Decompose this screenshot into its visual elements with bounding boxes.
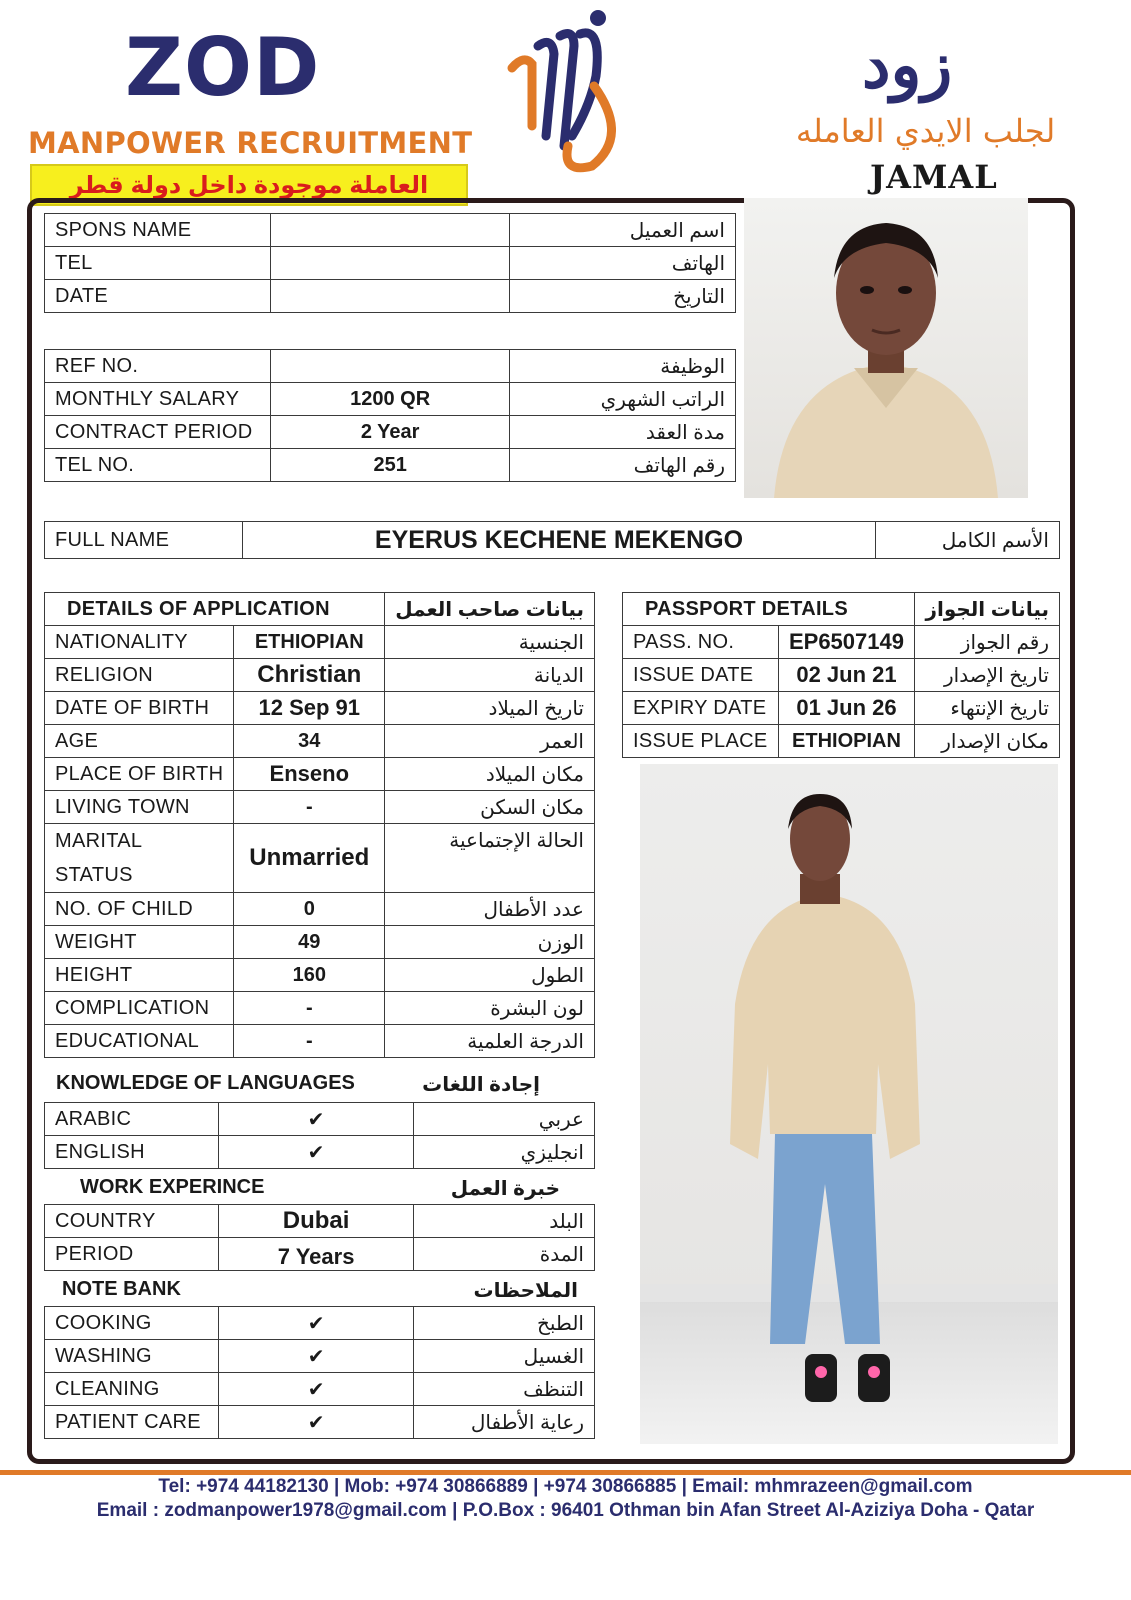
full-name-value: EYERUS KECHENE MEKENGO [242, 522, 875, 559]
place-of-birth-value: Enseno [234, 758, 385, 791]
arabic-label-ar: عربي [414, 1103, 595, 1136]
table-row [45, 626, 595, 659]
table-row [45, 383, 736, 416]
expiry-date-label: EXPIRY DATE [623, 692, 779, 725]
table-row [45, 758, 595, 791]
salary-value: 1200 QR [270, 383, 509, 416]
cooking-label: COOKING [45, 1307, 219, 1340]
religion-label: RELIGION [45, 659, 234, 692]
patient-care-label-ar: رعاية الأطفال [414, 1406, 595, 1439]
full-name-table [44, 521, 1060, 559]
work-table [44, 1204, 595, 1271]
weight-label: WEIGHT [45, 926, 234, 959]
languages-title-ar: إجادة اللغات [422, 1074, 540, 1096]
ref-no-label-ar: الوظيفة [510, 350, 736, 383]
notes-table [44, 1306, 595, 1439]
marital-status-label-ar: الحالة الإجتماعية [385, 824, 595, 893]
table-row [45, 1406, 595, 1439]
dob-label: DATE OF BIRTH [45, 692, 234, 725]
pass-no-label-ar: رقم الجواز [915, 626, 1060, 659]
table-row [45, 1103, 595, 1136]
marital-status-label [45, 824, 234, 893]
issue-place-label: ISSUE PLACE [623, 725, 779, 758]
sponsor-tel-label-ar: الهاتف [510, 247, 736, 280]
patient-care-check-icon: ✔ [218, 1406, 413, 1439]
issue-place-label-ar: مكان الإصدار [915, 725, 1060, 758]
table-row [45, 1025, 595, 1058]
passport-title-ar: بيانات الجواز [915, 593, 1060, 626]
complication-value: - [234, 992, 385, 1025]
cleaning-label: CLEANING [45, 1373, 219, 1406]
table-row [45, 893, 595, 926]
cleaning-label-ar: التنظف [414, 1373, 595, 1406]
portrait-photo [744, 198, 1028, 498]
marital-status-value: Unmarried [234, 824, 385, 893]
religion-value: Christian [234, 659, 385, 692]
expiry-date-label-ar: تاريخ الإنتهاء [915, 692, 1060, 725]
contract-label-ar: مدة العقد [510, 416, 736, 449]
arabic-label: ARABIC [45, 1103, 219, 1136]
country-label: COUNTRY [45, 1205, 219, 1238]
contract-value: 2 Year [270, 416, 509, 449]
salary-label-ar: الراتب الشهري [510, 383, 736, 416]
ref-no-value [270, 350, 509, 383]
ref-no-label: REF NO. [45, 350, 271, 383]
table-row [45, 926, 595, 959]
patient-care-label: PATIENT CARE [45, 1406, 219, 1439]
table-row [623, 626, 1060, 659]
issue-date-label: ISSUE DATE [623, 659, 779, 692]
tel-no-value: 251 [270, 449, 509, 482]
weight-label-ar: الوزن [385, 926, 595, 959]
job-table [44, 349, 736, 482]
nationality-value: ETHIOPIAN [234, 626, 385, 659]
table-row [45, 416, 736, 449]
cleaning-check-icon: ✔ [218, 1373, 413, 1406]
cooking-label-ar: الطبخ [414, 1307, 595, 1340]
table-row [45, 692, 595, 725]
living-town-label: LIVING TOWN [45, 791, 234, 824]
brand-subtitle: MANPOWER RECRUITMENT [28, 126, 473, 160]
complication-label: COMPLICATION [45, 992, 234, 1025]
contract-label: CONTRACT PERIOD [45, 416, 271, 449]
table-row [623, 659, 1060, 692]
country-value: Dubai [218, 1205, 414, 1238]
sponsor-date-label: DATE [45, 280, 271, 313]
sponsor-tel-label: TEL [45, 247, 271, 280]
tel-no-label: TEL NO. [45, 449, 271, 482]
sponsor-name-value[interactable] [270, 214, 509, 247]
pass-no-label: PASS. NO. [623, 626, 779, 659]
table-row [623, 692, 1060, 725]
passport-title: PASSPORT DETAILS [623, 593, 915, 626]
application-title: DETAILS OF APPLICATION [45, 593, 385, 626]
table-row [45, 725, 595, 758]
sponsor-tel-value[interactable] [270, 247, 509, 280]
work-title-ar: خبرة العمل [450, 1178, 560, 1200]
sponsor-date-value[interactable] [270, 280, 509, 313]
table-row [45, 824, 595, 893]
footer-divider [0, 1470, 1131, 1475]
marital-label-line2: STATUS [55, 864, 133, 886]
age-label: AGE [45, 725, 234, 758]
expiry-date-value: 01 Jun 26 [778, 692, 915, 725]
table-row [45, 1136, 595, 1169]
table-row [45, 247, 736, 280]
period-label-ar: المدة [414, 1238, 595, 1271]
marital-label-line1: MARITAL [55, 830, 143, 852]
living-town-label-ar: مكان السكن [385, 791, 595, 824]
languages-title: KNOWLEDGE OF LANGUAGES [56, 1072, 355, 1094]
brand-mark-icon [502, 6, 632, 176]
availability-banner: العاملة موجودة داخل دولة قطر [30, 164, 468, 206]
work-title: WORK EXPERINCE [80, 1176, 265, 1198]
english-check-icon: ✔ [218, 1136, 414, 1169]
education-label: EDUCATIONAL [45, 1025, 234, 1058]
footer-contact-line: Tel: +974 44182130 | Mob: +974 30866889 | +974 30866885 | Email: mhmrazeen@gmail.com [158, 1476, 973, 1497]
sponsor-date-label-ar: التاريخ [510, 280, 736, 313]
table-row [623, 725, 1060, 758]
passport-table [622, 592, 1060, 758]
full-name-label-ar: الأسم الكامل [876, 522, 1060, 559]
application-table [44, 592, 595, 1058]
english-label: ENGLISH [45, 1136, 219, 1169]
brand-logo-arabic: زود [862, 28, 953, 103]
dob-label-ar: تاريخ الميلاد [385, 692, 595, 725]
sponsor-table [44, 213, 736, 313]
notes-title-ar: الملاحظات [473, 1280, 578, 1302]
issue-place-value: ETHIOPIAN [778, 725, 915, 758]
children-value: 0 [234, 893, 385, 926]
pass-no-value: EP6507149 [778, 626, 915, 659]
place-of-birth-label-ar: مكان الميلاد [385, 758, 595, 791]
place-of-birth-label: PLACE OF BIRTH [45, 758, 234, 791]
notes-title: NOTE BANK [62, 1278, 181, 1300]
full-body-photo [640, 764, 1058, 1444]
religion-label-ar: الديانة [385, 659, 595, 692]
table-row [45, 959, 595, 992]
table-row [45, 1205, 595, 1238]
height-label-ar: الطول [385, 959, 595, 992]
table-row [45, 1340, 595, 1373]
brand-subtitle-arabic: لجلب الايدي العامله [795, 112, 1056, 150]
period-label: PERIOD [45, 1238, 219, 1271]
height-label: HEIGHT [45, 959, 234, 992]
sponsor-name-label-ar: اسم العميل [510, 214, 736, 247]
washing-label: WASHING [45, 1340, 219, 1373]
table-row [45, 791, 595, 824]
dob-value: 12 Sep 91 [234, 692, 385, 725]
table-row [45, 280, 736, 313]
table-row [45, 992, 595, 1025]
table-row [45, 593, 595, 626]
brand-logo-text: ZOD [125, 21, 321, 114]
application-title-ar: بيانات صاحب العمل [385, 593, 595, 626]
full-name-label: FULL NAME [45, 522, 243, 559]
table-row [45, 1238, 595, 1271]
period-value: 7 Years [218, 1238, 414, 1271]
table-row [45, 449, 736, 482]
table-row [45, 659, 595, 692]
table-row [45, 1307, 595, 1340]
country-label-ar: البلد [414, 1205, 595, 1238]
sponsor-name-label: SPONS NAME [45, 214, 271, 247]
brand-name: JAMAL [870, 158, 998, 196]
complication-label-ar: لون البشرة [385, 992, 595, 1025]
cooking-check-icon: ✔ [218, 1307, 413, 1340]
children-label-ar: عدد الأطفال [385, 893, 595, 926]
table-row [45, 522, 1060, 559]
salary-label: MONTHLY SALARY [45, 383, 271, 416]
arabic-check-icon: ✔ [218, 1103, 414, 1136]
nationality-label-ar: الجنسية [385, 626, 595, 659]
issue-date-value: 02 Jun 21 [778, 659, 915, 692]
tel-no-label-ar: رقم الهاتف [510, 449, 736, 482]
table-row [45, 350, 736, 383]
english-label-ar: انجليزي [414, 1136, 595, 1169]
age-label-ar: العمر [385, 725, 595, 758]
education-value: - [234, 1025, 385, 1058]
table-row [45, 214, 736, 247]
languages-table [44, 1102, 595, 1169]
washing-check-icon: ✔ [218, 1340, 413, 1373]
table-row [45, 1373, 595, 1406]
age-value: 34 [234, 725, 385, 758]
height-value: 160 [234, 959, 385, 992]
nationality-label: NATIONALITY [45, 626, 234, 659]
children-label: NO. OF CHILD [45, 893, 234, 926]
issue-date-label-ar: تاريخ الإصدار [915, 659, 1060, 692]
washing-label-ar: الغسيل [414, 1340, 595, 1373]
living-town-value: - [234, 791, 385, 824]
footer-address-line: Email : zodmanpower1978@gmail.com | P.O.Box : 96401 Othman bin Afan Street Al-Aziziya Doha - Qatar [96, 1500, 1035, 1521]
education-label-ar: الدرجة العلمية [385, 1025, 595, 1058]
weight-value: 49 [234, 926, 385, 959]
table-row [623, 593, 1060, 626]
